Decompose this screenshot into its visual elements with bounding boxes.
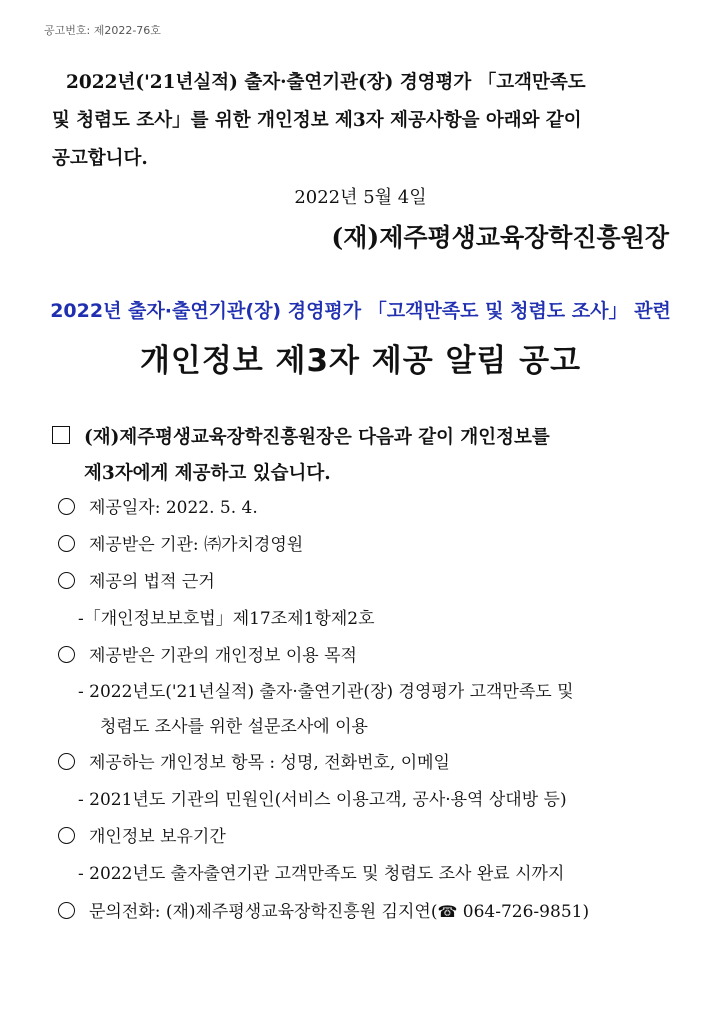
lead-paragraph bbox=[52, 420, 672, 492]
lead-line-1-row bbox=[52, 420, 672, 456]
purpose: 제공받은 기관의 개인정보 이용 목적 bbox=[89, 646, 357, 666]
circle-bullet-icon bbox=[58, 572, 75, 589]
circle-bullet-icon bbox=[58, 498, 75, 515]
circle-bullet-icon bbox=[58, 646, 75, 663]
list-item bbox=[58, 819, 670, 856]
contact-prefix: 문의전화: (재)제주평생교육장학진흥원 김지연( bbox=[89, 902, 438, 922]
retention: 개인정보 보유기간 bbox=[89, 827, 226, 847]
data-fields: 제공하는 개인정보 항목 : 성명, 전화번호, 이메일 bbox=[89, 753, 450, 773]
recipient: 제공받은 기관: ㈜가치경영원 bbox=[89, 535, 304, 555]
list-item bbox=[58, 638, 670, 675]
legal-basis: 제공의 법적 근거 bbox=[89, 572, 215, 592]
circle-bullet-icon bbox=[58, 535, 75, 552]
page-title: 개인정보 제3자 제공 알림 공고 bbox=[139, 343, 582, 379]
intro-paragraph bbox=[52, 64, 670, 178]
issuer-name: (재)제주평생교육장학진흥원장 bbox=[331, 223, 669, 252]
list-item bbox=[58, 564, 670, 601]
provision-date: 제공일자: 2022. 5. 4. bbox=[89, 498, 258, 518]
intro-line-3: 공고합니다. bbox=[52, 148, 148, 169]
list-item bbox=[58, 527, 670, 564]
item-list bbox=[58, 490, 670, 930]
list-item bbox=[58, 893, 670, 930]
phone-icon: ☎ bbox=[437, 902, 458, 921]
intro-line-1: 2022년('21년실적) 출자·출연기관(장) 경영평가 「고객만족도 bbox=[66, 72, 586, 93]
legal-basis-detail: -「개인정보보호법」제17조제1항제2호 bbox=[78, 609, 375, 629]
contact-phone: 064-726-9851) bbox=[462, 902, 590, 922]
circle-bullet-icon bbox=[58, 902, 75, 919]
purpose-detail-1: - 2022년도('21년실적) 출자·출연기관(장) 경영평가 고객만족도 및 bbox=[78, 682, 574, 702]
lead-line-2: 제3자에게 제공하고 있습니다. bbox=[84, 463, 331, 484]
intro-line-2: 및 청렴도 조사」를 위한 개인정보 제3자 제공사항을 아래와 같이 bbox=[52, 110, 582, 131]
retention-detail: - 2022년도 출자출연기관 고객만족도 및 청렴도 조사 완료 시까지 bbox=[78, 864, 565, 884]
lead-line-1: (재)제주평생교육장학진흥원장은 다음과 같이 개인정보를 bbox=[84, 427, 550, 448]
notice-number: 공고번호: 제2022-76호 bbox=[44, 24, 161, 37]
list-item bbox=[58, 745, 670, 782]
announcement-date: 2022년 5월 4일 bbox=[294, 187, 427, 208]
fields-detail: - 2021년도 기관의 민원인(서비스 이용고객, 공사·용역 상대방 등) bbox=[78, 790, 567, 810]
list-item bbox=[58, 490, 670, 527]
circle-bullet-icon bbox=[58, 827, 75, 844]
circle-bullet-icon bbox=[58, 753, 75, 770]
purpose-detail-2: 청렴도 조사를 위한 설문조사에 이용 bbox=[100, 717, 368, 737]
checkbox-square-icon bbox=[52, 426, 70, 444]
subtitle: 2022년 출자·출연기관(장) 경영평가 「고객만족도 및 청렴도 조사」 관련 bbox=[50, 300, 671, 322]
